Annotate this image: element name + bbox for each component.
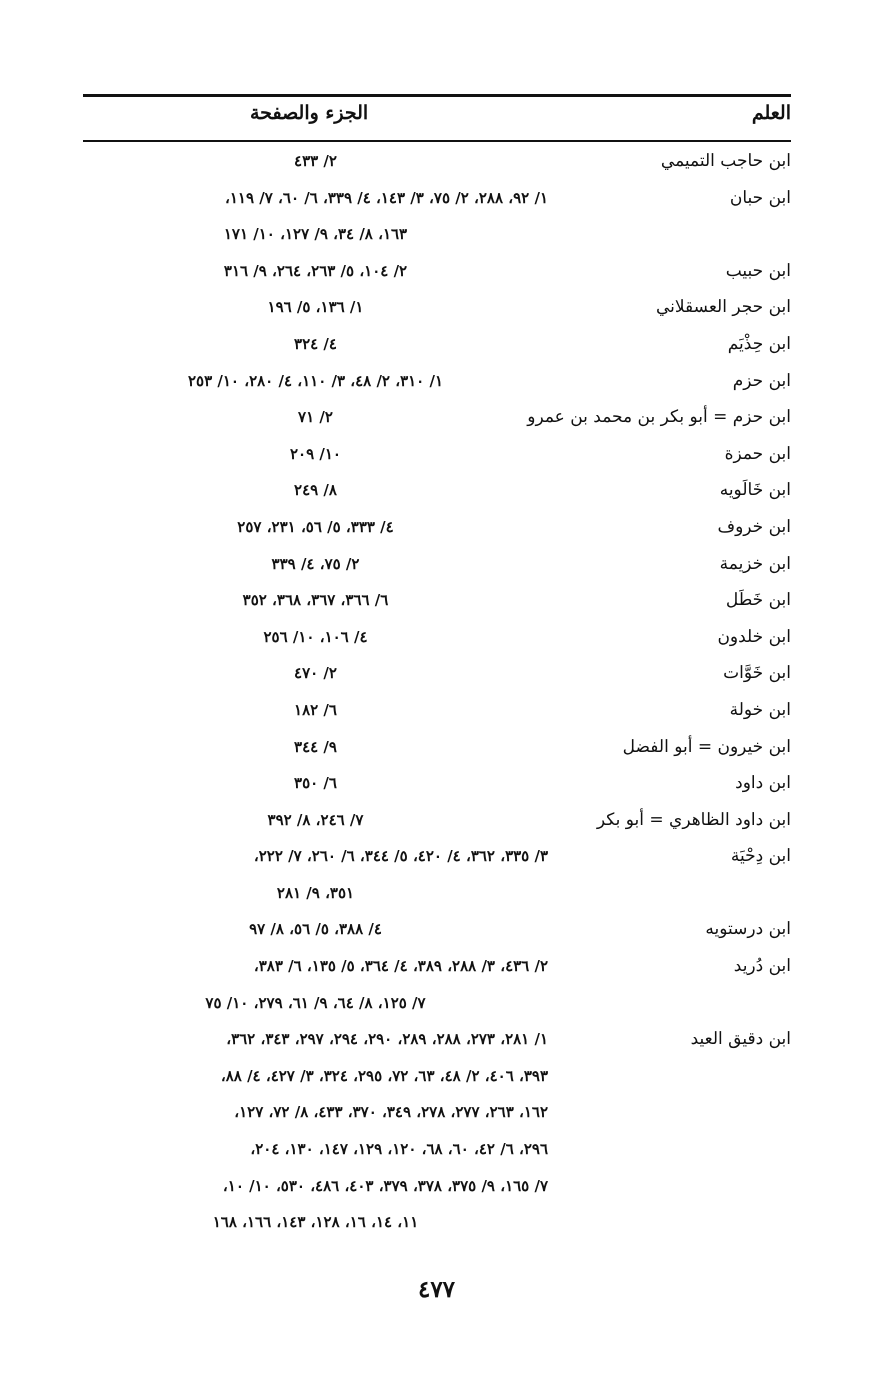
index-line: [83, 473, 791, 510]
entry-name: ابن خلدون: [717, 626, 791, 647]
index-line: [83, 547, 791, 584]
entry-name: ابن داود الظاهري = أبو بكر: [596, 809, 791, 830]
index-line: [83, 1169, 791, 1206]
entry-refs: ٤/ ٣٣٣، ٥/ ٥٦، ٢٣١، ٢٥٧: [237, 517, 394, 536]
entry-name: ابن حجر العسقلاني: [656, 297, 791, 318]
header-rule: [83, 140, 791, 142]
entry-name: ابن دِحْيَة: [730, 846, 791, 867]
entry-refs: ٦/ ٣٥٠: [294, 774, 337, 793]
entry-refs: ٣/ ٣٣٥، ٣٦٢، ٤/ ٤٢٠، ٥/ ٣٤٤، ٦/ ٢٦٠، ٧/ ٢٢٢،: [253, 847, 548, 866]
entry-name: ابن خيرون = أبو الفضل: [622, 736, 791, 757]
index-line: [83, 290, 791, 327]
index-line: [83, 656, 791, 693]
entry-refs: ٦/ ١٨٢: [294, 700, 337, 719]
top-rule: [83, 94, 791, 97]
entry-name: ابن داود: [735, 773, 791, 794]
index-line: [83, 949, 791, 986]
column-header-refs: الجزء والصفحة: [250, 102, 369, 124]
entry-name: ابن خَالَويه: [719, 480, 791, 501]
index-line: [83, 1022, 791, 1059]
page-number: ٤٧٧: [417, 1276, 456, 1303]
entry-refs: ٧/ ١٢٥، ٨/ ٦٤، ٩/ ٦١، ٢٧٩، ١٠/ ٧٥: [205, 993, 426, 1012]
entry-name: ابن خولة: [729, 699, 791, 720]
index-line: [83, 1132, 791, 1169]
entry-name: ابن حزم = أبو بكر بن محمد بن عمرو: [527, 407, 791, 428]
entry-refs: ٣٥١، ٩/ ٢٨١: [276, 883, 355, 902]
entry-name: ابن حزم: [732, 370, 791, 391]
entry-refs: ١١، ١٤، ١٦، ١٢٨، ١٤٣، ١٦٦، ١٦٨: [212, 1213, 419, 1232]
entry-refs: ٢/ ١٠٤، ٥/ ٢٦٣، ٢٦٤، ٩/ ٣١٦: [223, 261, 408, 280]
entry-refs: ١٠/ ٢٠٩: [290, 444, 341, 463]
entry-refs: ٩/ ٣٤٤: [294, 737, 337, 756]
entry-refs: ٤/ ٣٨٨، ٥/ ٥٦، ٨/ ٩٧: [249, 920, 382, 939]
entry-name: ابن خَوَّات: [723, 663, 791, 684]
index-line: [83, 437, 791, 474]
entry-refs: ١/ ٢٨١، ٢٧٣، ٢٨٨، ٢٨٩، ٢٩٠، ٢٩٤، ٢٩٧، ٣٤٣، ٣٦٢،: [226, 1030, 548, 1049]
index-line: [83, 364, 791, 401]
entry-refs: ٧/ ٢٤٦، ٨/ ٣٩٢: [267, 810, 364, 829]
index-line: [83, 1095, 791, 1132]
entry-refs: ١٦٣، ٨/ ٣٤، ٩/ ١٢٧، ١٠/ ١٧١: [223, 225, 408, 244]
entry-refs: ١/ ٣١٠، ٢/ ٤٨، ٣/ ١١٠، ٤/ ٢٨٠، ١٠/ ٢٥٣: [187, 371, 443, 390]
entry-refs: ٢/ ٤٣٦، ٣/ ٢٨٨، ٣٨٩، ٤/ ٣٦٤، ٥/ ١٣٥، ٦/ ٣٨٣،: [253, 957, 548, 976]
index-line: [83, 803, 791, 840]
entry-name: ابن خزيمة: [719, 553, 791, 574]
index-entries: [83, 144, 791, 1242]
index-line: [83, 510, 791, 547]
entry-refs: ٧/ ١٦٥، ٩/ ٣٧٥، ٣٧٨، ٣٧٩، ٤٠٣، ٤٨٦، ٥٣٠، ١٠/ ١٠،: [222, 1176, 548, 1195]
index-line: [83, 839, 791, 876]
column-header-name: العلم: [751, 102, 791, 124]
index-line: [83, 400, 791, 437]
index-line: [83, 912, 791, 949]
index-line: [83, 181, 791, 218]
entry-refs: ١/ ٩٢، ٢٨٨، ٢/ ٧٥، ٣/ ١٤٣، ٤/ ٣٣٩، ٦/ ٦٠، ٧/ ١١٩،: [225, 188, 548, 207]
entry-refs: ٢/ ٧١: [298, 408, 333, 427]
index-line: [83, 986, 791, 1023]
entry-name: ابن حبيب: [725, 260, 791, 281]
entry-name: ابن خَطَل: [725, 590, 791, 611]
index-line: [83, 327, 791, 364]
index-line: [83, 693, 791, 730]
index-line: [83, 876, 791, 913]
index-line: [83, 766, 791, 803]
entry-refs: ٢/ ٤٧٠: [294, 664, 337, 683]
entry-refs: ٦/ ٣٦٦، ٣٦٧، ٣٦٨، ٣٥٢: [242, 591, 389, 610]
entry-refs: ٣٩٣، ٤٠٦، ٢/ ٤٨، ٦٣، ٧٢، ٢٩٥، ٣٢٤، ٣/ ٤٢٧، ٤/ ٨٨،: [220, 1066, 548, 1085]
index-line: [83, 1059, 791, 1096]
entry-name: ابن حمزة: [724, 443, 791, 464]
entry-refs: ٤/ ٣٢٤: [294, 334, 337, 353]
index-line: [83, 144, 791, 181]
index-line: [83, 217, 791, 254]
entry-refs: ٢٩٦، ٦/ ٤٢، ٦٠، ٦٨، ١٢٠، ١٢٩، ١٤٧، ١٣٠، ٢٠٤،: [250, 1140, 548, 1159]
entry-refs: ٢/ ٤٣٣: [294, 152, 337, 170]
entry-name: ابن دُريد: [733, 956, 791, 977]
entry-name: ابن دقيق العيد: [690, 1029, 791, 1050]
entry-refs: ٨/ ٢٤٩: [294, 481, 337, 500]
entry-refs: ٤/ ١٠٦، ١٠/ ٢٥٦: [263, 627, 368, 646]
entry-refs: ١٦٢، ٢٦٣، ٢٧٧، ٢٧٨، ٣٤٩، ٣٧٠، ٤٣٣، ٨/ ٧٢، ١٢٧،: [234, 1103, 548, 1122]
entry-refs: ٢/ ٧٥، ٤/ ٣٣٩: [271, 554, 360, 573]
index-line: [83, 730, 791, 767]
index-line: [83, 1205, 791, 1242]
index-line: [83, 583, 791, 620]
index-line: [83, 254, 791, 291]
entry-name: ابن درستويه: [705, 919, 791, 940]
entry-name: ابن حِذْيَم: [727, 333, 791, 354]
entry-name: ابن خروف: [717, 516, 791, 537]
entry-name: ابن حاجب التميمي: [660, 151, 791, 171]
entry-name: ابن حبان: [729, 187, 791, 208]
entry-refs: ١/ ١٣٦، ٥/ ١٩٦: [267, 298, 364, 317]
index-line: [83, 620, 791, 657]
